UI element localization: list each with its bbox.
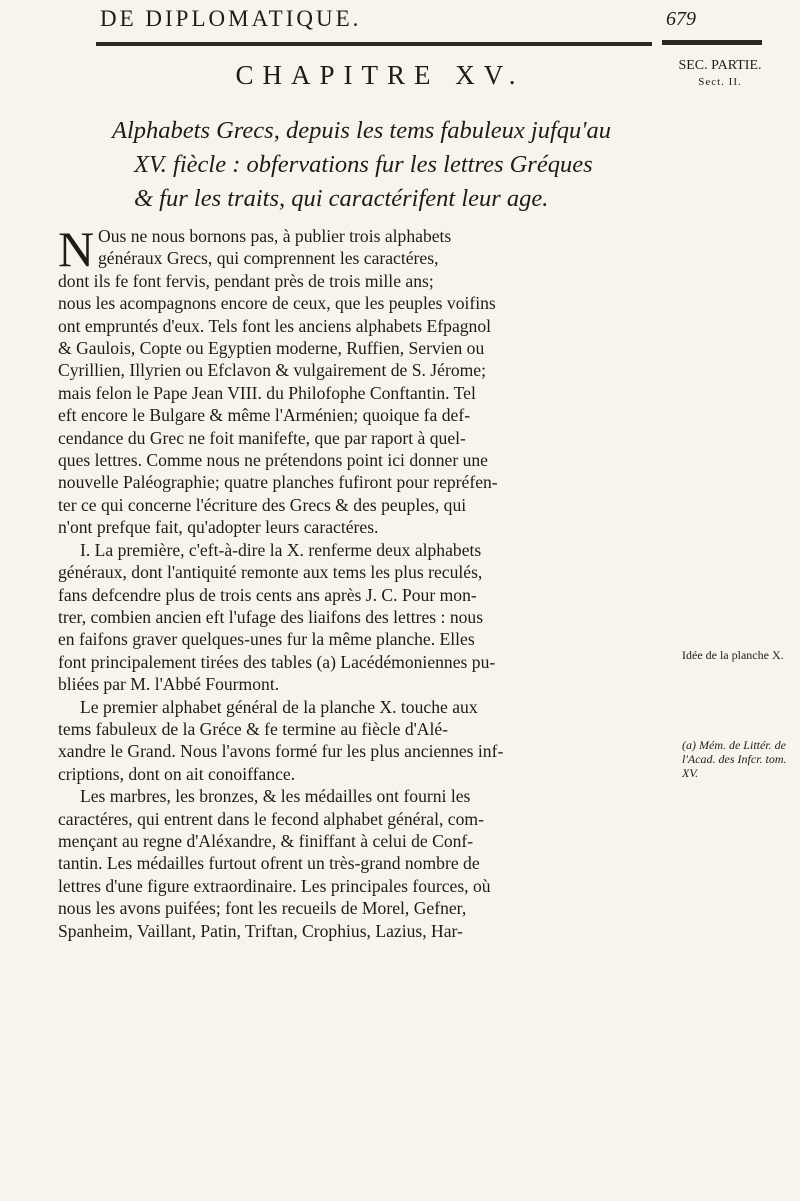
text-line: eft encore le Bulgare & même l'Arménien; quoique fa def- — [58, 405, 471, 426]
section-label — [660, 58, 780, 90]
chapter-title: CHAPITRE XV. — [235, 60, 525, 90]
text-line: trer, combien ancien eft l'ufage des liaifons des lettres : nous — [58, 606, 484, 627]
text-line: nous les acompagnons encore de ceux, que les peuples voifins — [58, 293, 496, 314]
text-line: lettres d'une figure extraordinaire. Les principales fources, où — [58, 875, 491, 896]
running-title: DE DIPLOMATIQUE. — [100, 6, 362, 31]
text-line: ter ce qui concerne l'écriture des Grecs & des peuples, qui — [58, 494, 467, 515]
text-line: Cyrillien, Illyrien ou Efclavon & vulgairement de S. Jérome; — [58, 360, 487, 381]
text-line: généraux Grecs, qui comprennent les caractéres, — [98, 248, 439, 269]
text-line: Les marbres, les bronzes, & les médailles ont fourni les — [80, 786, 471, 807]
text-line: fans defcendre plus de trois cents ans après J. C. Pour mon- — [58, 584, 477, 605]
text-line: Ous ne nous bornons pas, à publier trois alphabets — [98, 226, 452, 246]
text-line: dont ils fe font fervis, pendant près de trois mille ans; — [58, 270, 434, 291]
drop-cap: N — [58, 221, 95, 277]
text-line: mençant au regne d'Aléxandre, & finiffant à celui de Conf- — [58, 830, 474, 851]
header-rule — [96, 42, 652, 46]
heading-line: Alphabets Grecs, depuis les tems fabuleux jufqu'au — [112, 117, 612, 144]
text-line: Spanheim, Vaillant, Patin, Triftan, Crophius, Lazius, Har- — [58, 920, 463, 941]
heading-line: & fur les traits, qui caractérifent leur age. — [134, 185, 549, 212]
margin-note-footnote: (a) Mém. de Littér. de l'Acad. des Infcr. tom. XV. — [682, 738, 787, 780]
text-line: nous les avons puifées; font les recueils de Morel, Gefner, — [58, 898, 467, 919]
text-line: bliées par M. l'Abbé Fourmont. — [58, 674, 280, 695]
text-line: généraux, dont l'antiquité remonte aux tems les plus reculés, — [58, 562, 483, 583]
chapter-heading — [112, 114, 672, 216]
text-line: caractéres, qui entrent dans le fecond alphabet général, com- — [58, 808, 484, 829]
text-line: & Gaulois, Copte ou Egyptien moderne, Ruffien, Servien ou — [58, 338, 485, 359]
text-line: mais felon le Pape Jean VIII. du Philofophe Conftantin. Tel — [58, 382, 476, 403]
text-line: Le premier alphabet général de la planche X. touche aux — [80, 696, 478, 717]
part-label: SEC. PARTIE. — [678, 58, 762, 73]
text-line: ont empruntés d'eux. Tels font les anciens alphabets Efpagnol — [58, 315, 492, 336]
text-line: font principalement tirées des tables (a) Lacédémoniennes pu- — [58, 651, 496, 672]
text-line: tantin. Les médailles furtout ofrent un très-grand nombre de — [58, 853, 480, 874]
section-sub-label: Sect. II. — [698, 76, 742, 88]
margin-note-plate: Idée de la planche X. — [682, 648, 784, 662]
text-line: xandre le Grand. Nous l'avons formé fur les plus anciennes inf- — [58, 741, 504, 762]
text-line: criptions, dont on ait conoiffance. — [58, 763, 296, 784]
text-line: n'ont prefque fait, qu'adopter leurs caractéres. — [58, 517, 379, 538]
text-line: nouvelle Paléographie; quatre planches fufiront pour repréfen- — [58, 472, 498, 493]
text-line: en faifons graver quelques-unes fur la même planche. Elles — [58, 629, 475, 650]
side-rule — [662, 40, 762, 45]
body-text — [58, 221, 668, 942]
text-line: ques lettres. Comme nous ne prétendons point ici donner une — [58, 450, 488, 471]
page-number: 679 — [666, 8, 696, 30]
heading-line: XV. fiècle : obfervations fur les lettres Gréques — [134, 151, 593, 178]
text-line: I. La première, c'eft-à-dire la X. renferme deux alphabets — [80, 539, 482, 560]
text-line: tems fabuleux de la Gréce & fe termine au fiècle d'Alé- — [58, 718, 449, 739]
text-line: cendance du Grec ne foit manifefte, que par raport à quel- — [58, 427, 466, 448]
